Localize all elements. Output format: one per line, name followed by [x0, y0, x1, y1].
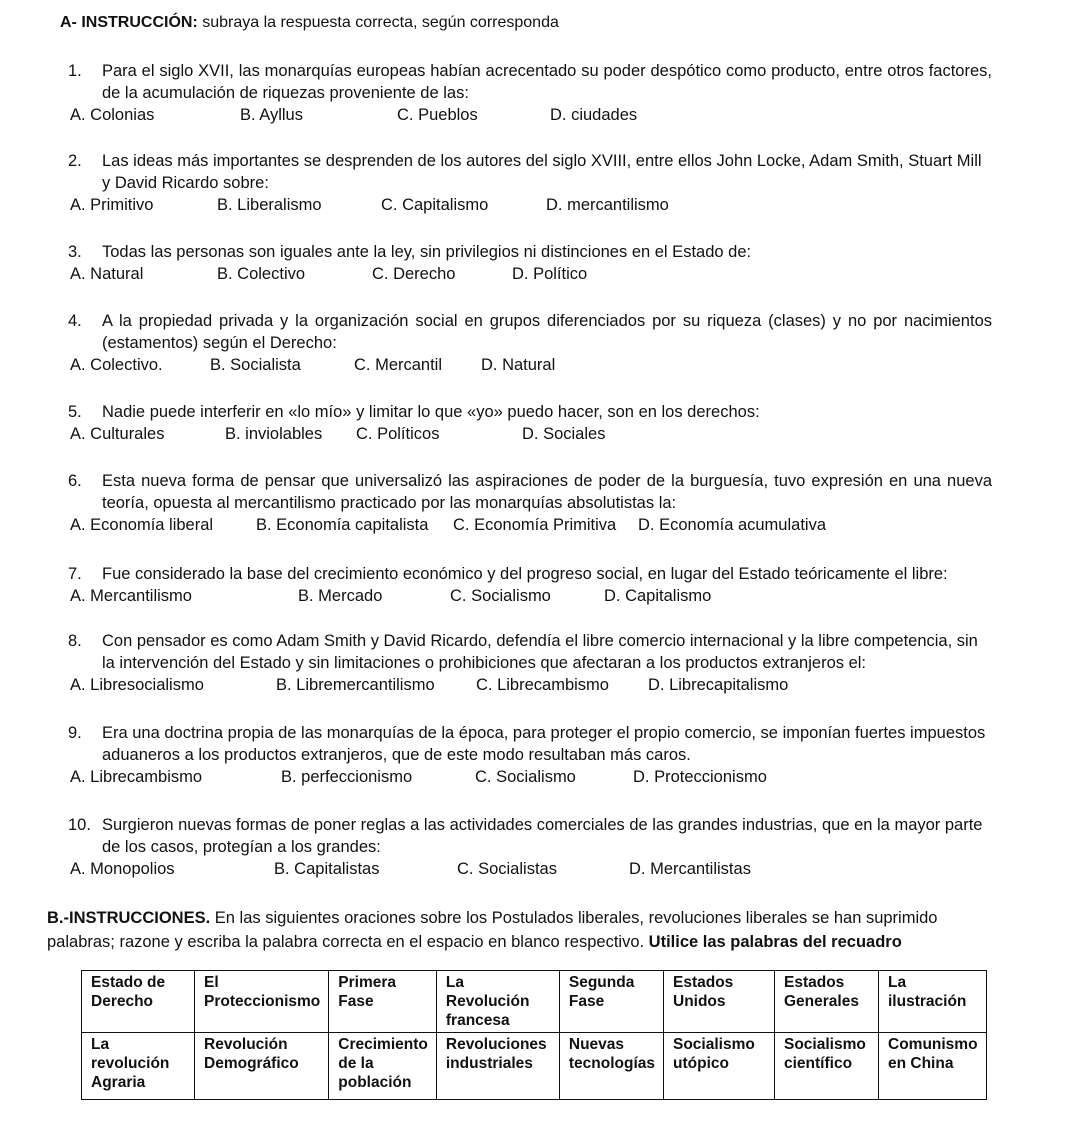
options: [0, 514, 1065, 538]
option-d[interactable]: D. Político: [512, 265, 588, 283]
section-b-instruction: En las siguientes oraciones sobre los Postulados liberales, revoluciones liberales se han suprimido palabras; razone y escriba la palabra correcta en el espacio en blanco respectivo.: [47, 909, 938, 951]
option-b[interactable]: B. Mercado: [298, 587, 383, 605]
question-8: [0, 630, 1065, 698]
options: [0, 423, 1065, 447]
section-a-instruction: subraya la respuesta correcta, según corresponda: [197, 14, 559, 31]
option-b[interactable]: B. Liberalismo: [217, 196, 322, 214]
question-text: Las ideas más importantes se desprenden de los autores del siglo XVIII, entre ellos John Locke, Adam Smith, Stuart Mill y David Ricardo sobre:: [102, 152, 982, 192]
option-d[interactable]: D. Librecapitalismo: [648, 676, 789, 694]
word-cell: La revolución Agraria: [82, 1033, 195, 1100]
word-cell: Revoluciones industriales: [436, 1033, 559, 1100]
option-d[interactable]: D. Mercantilistas: [629, 860, 751, 878]
word-cell: Revolución Demográfico: [195, 1033, 329, 1100]
option-a[interactable]: A. Primitivo: [70, 196, 154, 214]
question-10: [0, 814, 1065, 882]
question-7: [0, 563, 1065, 609]
question-text: A la propiedad privada y la organización social en grupos diferenciados por su riqueza (clases) y no por nacimientos (estamentos) según el Derecho:: [102, 312, 992, 352]
options: [0, 263, 1065, 287]
option-d[interactable]: D. mercantilismo: [546, 196, 669, 214]
option-b[interactable]: B. Libremercantilismo: [276, 676, 435, 694]
question-number: 4.: [68, 312, 82, 330]
option-a[interactable]: A. Librecambismo: [70, 768, 203, 786]
word-box-row: [82, 1033, 987, 1100]
word-cell: Socialismo científico: [775, 1033, 879, 1100]
section-a-heading: [60, 14, 559, 32]
question-6: [0, 470, 1065, 538]
option-a[interactable]: A. Economía liberal: [70, 516, 214, 534]
option-a[interactable]: A. Culturales: [70, 425, 165, 443]
question-text: Con pensador es como Adam Smith y David Ricardo, defendía el libre comercio internacional y la libre competencia, sin la intervención del Estado y sin limitaciones o prohibiciones que afectaran a los productos extranjeros el:: [102, 632, 978, 672]
question-text: Esta nueva forma de pensar que universalizó las aspiraciones de poder de la burguesía, tuvo expresión en una nueva teoría, opuesta al mercantilismo practicado por las monarquías absolutistas la:: [102, 472, 992, 512]
word-cell: Estados Generales: [775, 971, 879, 1033]
section-b-title: B.-INSTRUCCIONES.: [47, 909, 211, 927]
question-2: [0, 150, 1065, 218]
question-number: 2.: [68, 152, 82, 170]
option-c[interactable]: C. Socialismo: [450, 587, 551, 605]
options: [0, 194, 1065, 218]
option-b[interactable]: B. Socialista: [210, 356, 301, 374]
option-c[interactable]: C. Socialismo: [475, 768, 576, 786]
option-b[interactable]: B. Economía capitalista: [256, 516, 429, 534]
question-1: [0, 60, 1065, 128]
option-b[interactable]: B. perfeccionismo: [281, 768, 413, 786]
word-cell: El Proteccionismo: [195, 971, 329, 1033]
question-text: Era una doctrina propia de las monarquías de la época, para proteger el propio comercio, se imponían fuertes impuestos aduaneros a los productos extranjeros, que de este modo resultaban más caros.: [102, 724, 986, 764]
question-number: 3.: [68, 243, 82, 261]
option-b[interactable]: B. inviolables: [225, 425, 323, 443]
question-number: 1.: [68, 62, 82, 80]
section-a-title: A- INSTRUCCIÓN:: [60, 14, 198, 31]
word-cell: Socialismo utópico: [664, 1033, 775, 1100]
question-number: 6.: [68, 472, 82, 490]
word-box-table: [81, 970, 987, 1100]
option-c[interactable]: C. Economía Primitiva: [453, 516, 617, 534]
options: [0, 354, 1065, 378]
option-d[interactable]: D. Economía acumulativa: [638, 516, 827, 534]
word-cell: Segunda Fase: [559, 971, 663, 1033]
option-c[interactable]: C. Pueblos: [397, 106, 478, 124]
option-a[interactable]: A. Mercantilismo: [70, 587, 192, 605]
option-c[interactable]: C. Capitalismo: [381, 196, 489, 214]
word-cell: La ilustración: [879, 971, 987, 1033]
word-cell: La Revolución francesa: [436, 971, 559, 1033]
question-text: Fue considerado la base del crecimiento económico y del progreso social, en lugar del Estado teóricamente el libre:: [102, 565, 948, 583]
option-a[interactable]: A. Colonias: [70, 106, 155, 124]
question-number: 9.: [68, 724, 82, 742]
word-cell: Nuevas tecnologías: [559, 1033, 663, 1100]
option-c[interactable]: C. Políticos: [356, 425, 440, 443]
question-3: [0, 241, 1065, 287]
option-d[interactable]: D. Sociales: [522, 425, 606, 443]
word-cell: Estados Unidos: [664, 971, 775, 1033]
question-4: [0, 310, 1065, 378]
word-cell: Primera Fase: [329, 971, 437, 1033]
word-box-row: [82, 971, 987, 1033]
option-c[interactable]: C. Librecambismo: [476, 676, 609, 694]
option-c[interactable]: C. Derecho: [372, 265, 456, 283]
options: [0, 766, 1065, 790]
question-9: [0, 722, 1065, 790]
word-cell: Crecimiento de la población: [329, 1033, 437, 1100]
options: [0, 585, 1065, 609]
options: [0, 104, 1065, 128]
question-text: Todas las personas son iguales ante la ley, sin privilegios ni distinciones en el Estado de:: [102, 243, 752, 261]
word-cell: Estado de Derecho: [82, 971, 195, 1033]
question-text: Para el siglo XVII, las monarquías europeas habían acrecentado su poder despótico como producto, entre otros factores, de la acumulación de riquezas proveniente de las:: [102, 62, 992, 102]
section-b-word-box-note: Utilice las palabras del recuadro: [644, 933, 902, 951]
option-d[interactable]: D. Capitalismo: [604, 587, 712, 605]
option-c[interactable]: C. Socialistas: [457, 860, 557, 878]
option-b[interactable]: B. Colectivo: [217, 265, 306, 283]
question-number: 10.: [68, 816, 91, 834]
question-number: 8.: [68, 632, 82, 650]
question-text: Nadie puede interferir en «lo mío» y limitar lo que «yo» puedo hacer, son en los derechos:: [102, 403, 760, 421]
options: [0, 674, 1065, 698]
option-b[interactable]: B. Capitalistas: [274, 860, 380, 878]
option-a[interactable]: A. Libresocialismo: [70, 676, 204, 694]
option-d[interactable]: D. ciudades: [550, 106, 638, 124]
question-5: [0, 401, 1065, 447]
option-b[interactable]: B. Ayllus: [240, 106, 303, 124]
option-d[interactable]: D. Natural: [481, 356, 556, 374]
option-d[interactable]: D. Proteccionismo: [633, 768, 767, 786]
question-number: 7.: [68, 565, 82, 583]
options: [0, 858, 1065, 882]
option-a[interactable]: A. Natural: [70, 265, 144, 283]
option-a[interactable]: A. Monopolios: [70, 860, 175, 878]
question-number: 5.: [68, 403, 82, 421]
word-cell: Comunismo en China: [879, 1033, 987, 1100]
option-c[interactable]: C. Mercantil: [354, 356, 443, 374]
question-text: Surgieron nuevas formas de poner reglas a las actividades comerciales de las grandes industrias, que en la mayor parte de los casos, protegían a los grandes:: [102, 816, 983, 856]
option-a[interactable]: A. Colectivo.: [70, 356, 163, 374]
section-b-heading: [47, 906, 997, 954]
